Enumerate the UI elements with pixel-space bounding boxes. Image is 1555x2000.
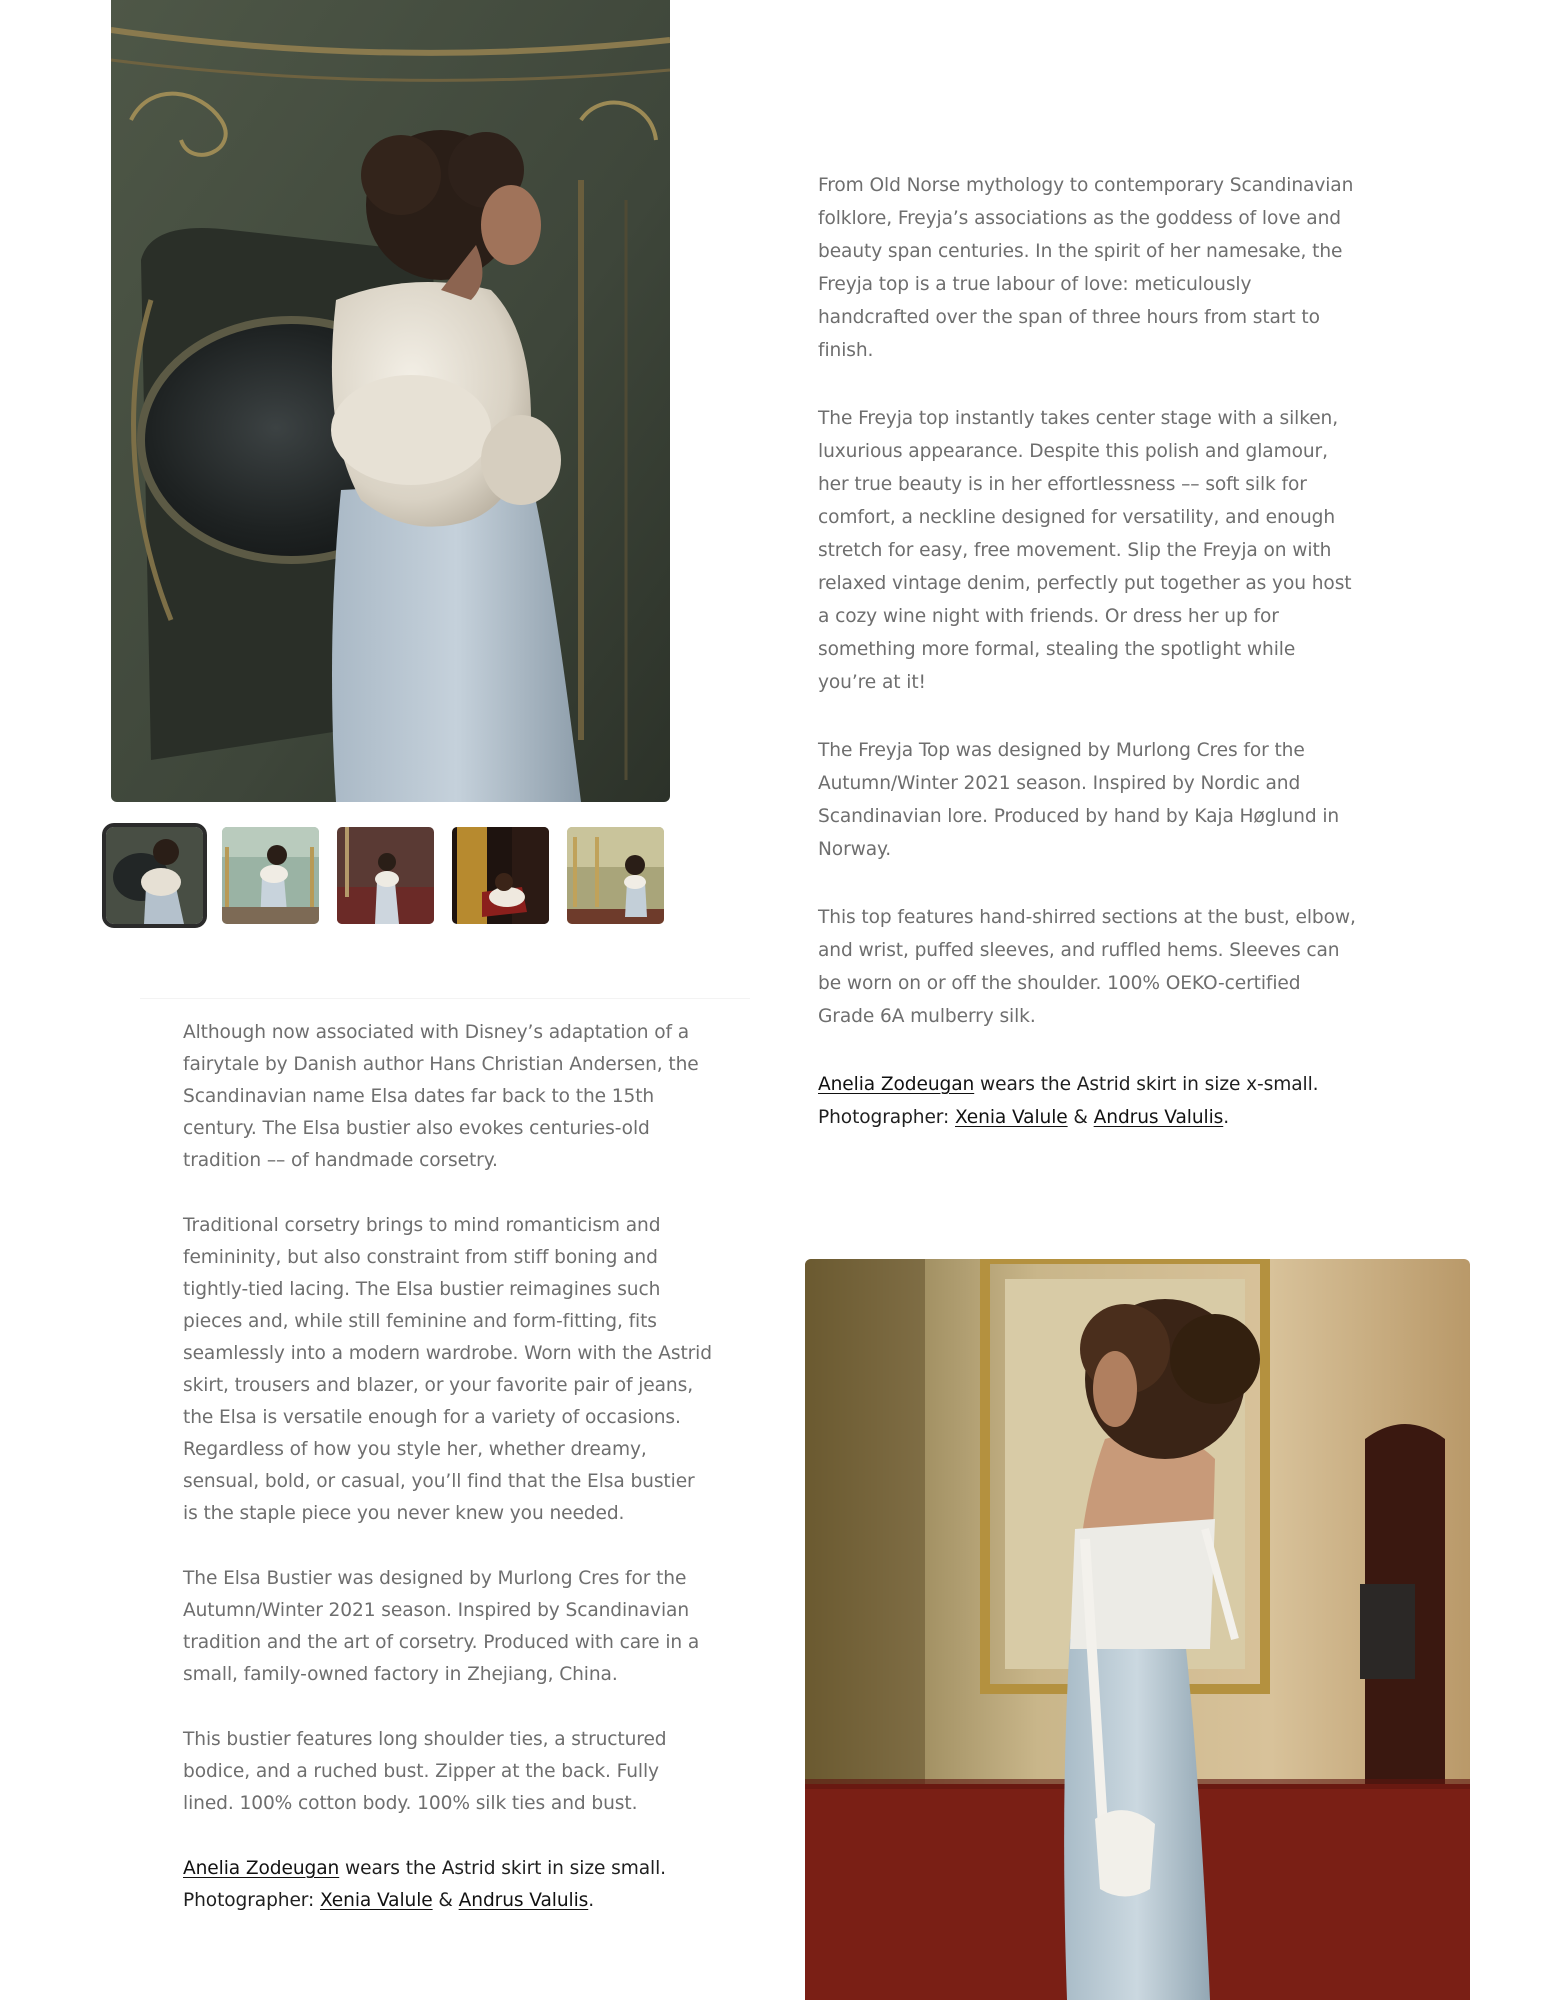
- photographer-link-2[interactable]: Andrus Valulis: [1093, 1107, 1224, 1128]
- main-photo-graphic: [111, 0, 670, 802]
- ampersand: &: [1067, 1107, 1094, 1128]
- elsa-product-image[interactable]: [805, 1259, 1470, 2000]
- elsa-paragraph-2: Traditional corsetry brings to mind romanticism and femininity, but also constraint from stiff boning and tightly-tied lacing. The Elsa bustier reimagines such pieces and, while still feminine and form-fitting, fits seamlessly into a modern wardrobe. Worn with the Astrid skirt, trousers and blazer, or your favorite pair of jeans, the Elsa is versatile enough for a variety of occasions. Regardless of how you style her, whether dreamy, sensual, bold, or casual, you’ll find that the Elsa bustier is the staple piece you never knew you needed.: [183, 1215, 712, 1524]
- freyja-credits: [818, 1068, 1358, 1134]
- elsa-description: [183, 1017, 713, 1917]
- photographer-label: Photographer:: [818, 1107, 955, 1128]
- model-credit-text: wears the Astrid skirt in size small.: [339, 1858, 666, 1879]
- elsa-credits: [183, 1853, 713, 1917]
- product-main-image[interactable]: [111, 0, 670, 802]
- thumbnail-1[interactable]: [106, 827, 203, 924]
- photographer-label: Photographer:: [183, 1890, 320, 1911]
- freyja-paragraph-2: The Freyja top instantly takes center stage with a silken, luxurious appearance. Despite this polish and glamour, her true beauty is in her effortlessness –– soft silk for comfort, a neckline designed for versatility, and enough stretch for easy, free movement. Slip the Freyja on with relaxed vintage denim, perfectly put together as you host a cozy wine night with friends. Or dress her up for something more formal, stealing the spotlight while you’re at it!: [818, 408, 1352, 693]
- photographer-link-2[interactable]: Andrus Valulis: [458, 1890, 589, 1911]
- period: .: [588, 1890, 595, 1911]
- thumbnail-3[interactable]: [337, 827, 434, 924]
- thumbnail-5[interactable]: [567, 827, 664, 924]
- photographer-link-1[interactable]: Xenia Valule: [320, 1890, 433, 1911]
- elsa-photo-graphic: [805, 1259, 1470, 2000]
- freyja-paragraph-4: This top features hand-shirred sections at the bust, elbow, and wrist, puffed sleeves, and ruffled hems. Sleeves can be worn on or off the shoulder. 100% OEKO-certified Grade 6A mulberry silk.: [818, 907, 1356, 1027]
- elsa-paragraph-3: The Elsa Bustier was designed by Murlong Cres for the Autumn/Winter 2021 season. Inspired by Scandinavian tradition and the art of corsetry. Produced with care in a small, family-owned factory in Zhejiang, China.: [183, 1568, 700, 1685]
- section-divider: [140, 998, 750, 999]
- freyja-paragraph-1: From Old Norse mythology to contemporary Scandinavian folklore, Freyja’s associations as the goddess of love and beauty span centuries. In the spirit of her namesake, the Freyja top is a true labour of love: meticulously handcrafted over the span of three hours from start to finish.: [818, 175, 1354, 361]
- freyja-paragraph-3: The Freyja Top was designed by Murlong Cres for the Autumn/Winter 2021 season. Inspired by Nordic and Scandinavian lore. Produced by hand by Kaja Høglund in Norway.: [818, 740, 1340, 860]
- thumbnail-2[interactable]: [222, 827, 319, 924]
- model-link[interactable]: Anelia Zodeugan: [183, 1858, 340, 1879]
- thumbnail-strip: [106, 823, 672, 929]
- thumbnail-4[interactable]: [452, 827, 549, 924]
- freyja-description: [818, 169, 1358, 1134]
- model-link[interactable]: Anelia Zodeugan: [818, 1074, 975, 1095]
- model-credit-text: wears the Astrid skirt in size x-small.: [974, 1074, 1319, 1095]
- elsa-paragraph-1: Although now associated with Disney’s adaptation of a fairytale by Danish author Hans Christian Andersen, the Scandinavian name Elsa dates far back to the 15th century. The Elsa bustier also evokes centuries-old tradition –– of handmade corsetry.: [183, 1022, 699, 1171]
- ampersand: &: [432, 1890, 459, 1911]
- elsa-paragraph-4: This bustier features long shoulder ties, a structured bodice, and a ruched bust. Zipper at the back. Fully lined. 100% cotton body. 100% silk ties and bust.: [183, 1729, 667, 1814]
- photographer-link-1[interactable]: Xenia Valule: [955, 1107, 1068, 1128]
- period: .: [1223, 1107, 1230, 1128]
